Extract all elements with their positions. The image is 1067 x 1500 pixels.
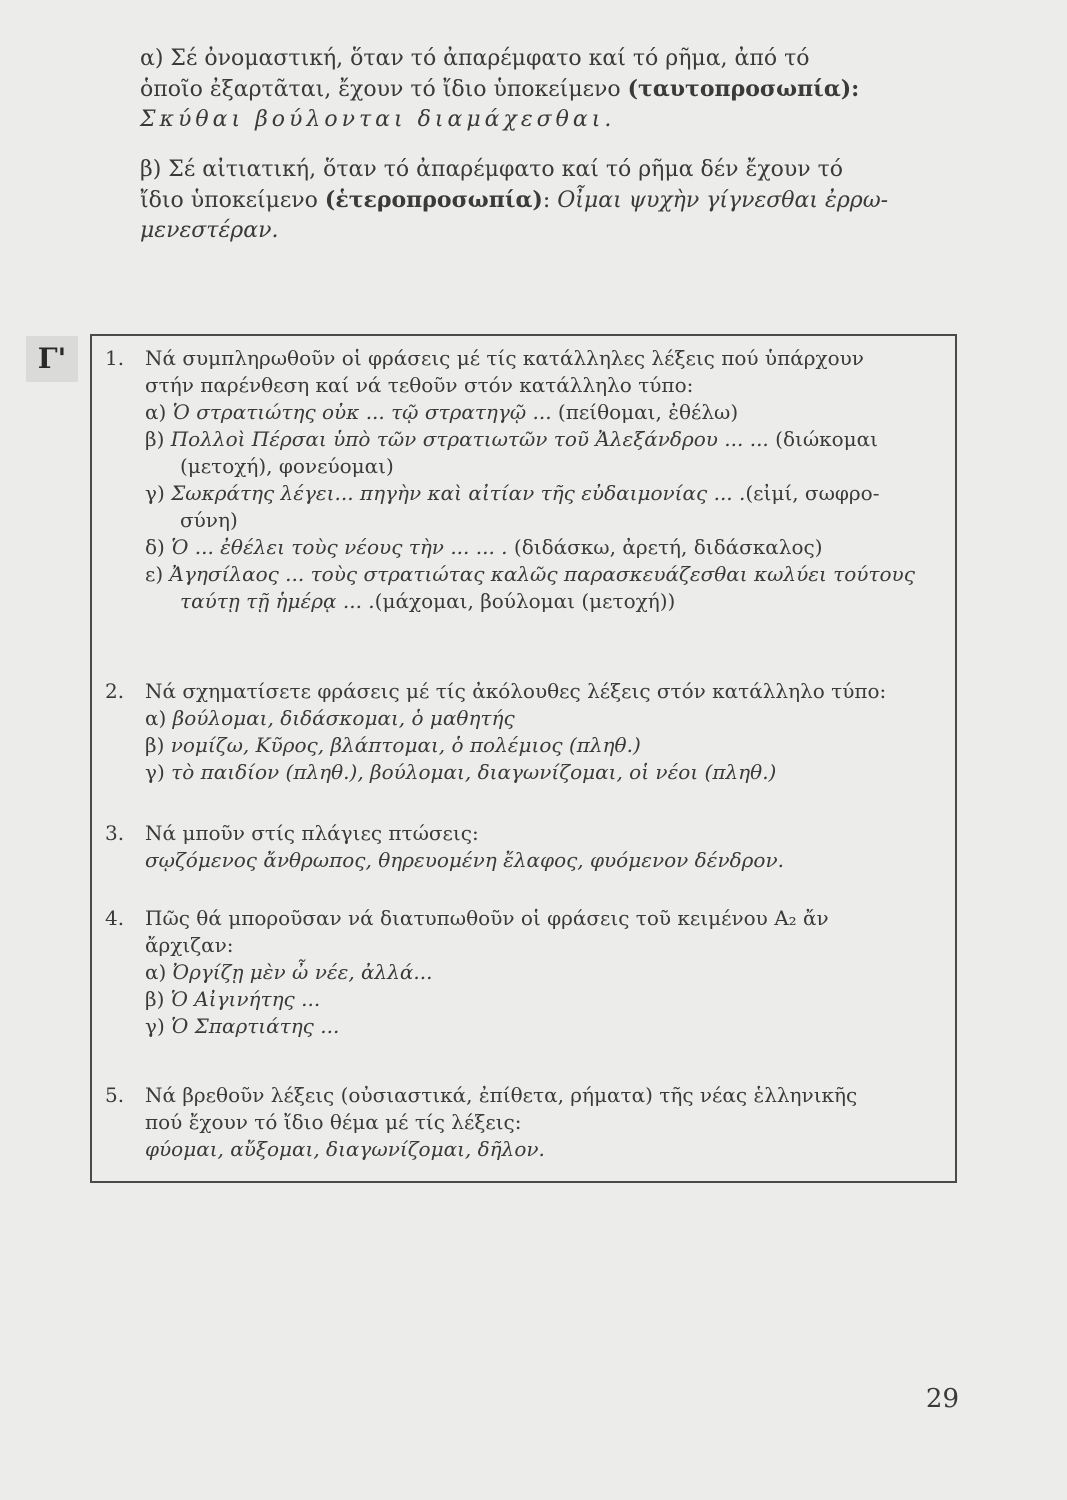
item-c — [105, 1013, 955, 1040]
text-run: Νά βρεθοῦν λέξεις (οὐσιαστικά, ἐπίθετα, ρήματα) τῆς νέας ἑλληνικῆς — [145, 1083, 858, 1107]
item-text: Ὀργίζῃ μὲν ὦ νέε, ἀλλά... — [172, 960, 433, 984]
text-line — [105, 678, 955, 705]
item-a — [105, 399, 955, 426]
item-text: Ὁ στρατιώτης οὐκ ... τῷ στρατηγῷ ... — [172, 400, 552, 424]
item-text: σῳζόμενος ἄνθρωπος, θηρευομένη ἔλαφος, φυόμενον δένδρον. — [145, 848, 784, 872]
text-run: Πῶς θά μποροῦσαν νά διατυπωθοῦν οἱ φράσεις τοῦ κειμένου A₂ ἄν — [145, 906, 829, 930]
text-line: στήν παρένθεση καί νά τεθοῦν στόν κατάλληλο τύπο: — [145, 373, 694, 397]
item-hint: (μετοχή), φονεύομαι) — [180, 454, 394, 478]
item-text: Ὁ Αἰγινήτης ... — [170, 987, 321, 1011]
term-eteroprosopia: (ἑτεροπροσωπία) — [324, 187, 543, 213]
exercise-5 — [105, 1082, 955, 1163]
text-run: Νά σχηματίσετε φράσεις μέ τίς ἀκόλουθες λέξεις στόν κατάλληλο τύπο: — [145, 679, 887, 703]
intro-paragraph-a — [140, 44, 960, 135]
item-label: β) — [145, 733, 171, 757]
item-hint: (πείθομαι, ἐθέλω) — [551, 400, 739, 424]
item-e-cont — [105, 588, 955, 615]
exercise-number: 1. — [105, 346, 125, 370]
intro-text — [140, 44, 960, 266]
item-d — [105, 534, 955, 561]
item-c — [105, 759, 955, 786]
item-b-cont — [105, 453, 955, 480]
exercise-number: 5. — [105, 1083, 125, 1107]
text-line — [105, 820, 955, 847]
item-text: τὸ παιδίον (πληθ.), βούλομαι, διαγωνίζομαι, οἱ νέοι (πληθ.) — [171, 760, 777, 784]
exercise-4 — [105, 905, 955, 1040]
item-text: Πολλοὶ Πέρσαι ὑπὸ τῶν στρατιωτῶν τοῦ Ἀλεξάνδρου ... ... — [170, 427, 769, 451]
example-sentence: Σκύθαι βούλονται διαμάχεσθαι. — [140, 107, 616, 132]
text-line — [105, 1082, 955, 1109]
section-label: Γ' — [26, 336, 78, 382]
item-b — [105, 732, 955, 759]
text-line: α) Σέ ὀνομαστική, ὅταν τό ἀπαρέμφατο καί τό ρῆμα, ἀπό τό — [140, 46, 810, 71]
item-e — [105, 561, 955, 588]
item-text: ταύτῃ τῇ ἡμέρᾳ ... . — [180, 589, 375, 613]
item-a — [105, 959, 955, 986]
item-hint: σύνη) — [180, 508, 238, 532]
exercise-number: 2. — [105, 679, 125, 703]
intro-paragraph-b — [140, 155, 960, 246]
item-b — [105, 986, 955, 1013]
item-label: γ) — [145, 1014, 172, 1038]
item-hint: (διώκομαι — [768, 427, 879, 451]
item-text: φύομαι, αὔξομαι, διαγωνίζομαι, δῆλον. — [145, 1137, 545, 1161]
item-c — [105, 480, 955, 507]
item-b — [105, 426, 955, 453]
text-run: Νά συμπληρωθοῦν οἱ φράσεις μέ τίς κατάλληλες λέξεις πού ὑπάρχουν — [145, 346, 864, 370]
item-a — [105, 705, 955, 732]
text-run: : — [542, 188, 558, 213]
item-c-cont — [105, 507, 955, 534]
text-line: β) Σέ αἰτιατική, ὅταν τό ἀπαρέμφατο καί τό ρῆμα δέν ἔχουν τό — [140, 157, 844, 182]
item-label: ε) — [145, 562, 170, 586]
item-label: δ) — [145, 535, 172, 559]
item-label: β) — [145, 427, 171, 451]
item-label: β) — [145, 987, 171, 1011]
item-text: Ὁ ... ἐθέλει τοὺς νέους τὴν ... ... . — [171, 535, 508, 559]
text-line — [105, 345, 955, 372]
text-line: πού ἔχουν τό ἴδιο θέμα μέ τίς λέξεις: — [145, 1110, 522, 1134]
item-text: Σωκράτης λέγει... πηγὴν καὶ αἰτίαν τῆς εὐδαιμονίας ... . — [171, 481, 746, 505]
text-line — [140, 185, 960, 216]
item-label: γ) — [145, 760, 172, 784]
term-tautoprosopia: (ταυτοπροσωπία): — [627, 76, 860, 102]
exercise-1 — [105, 345, 955, 615]
item-text: βούλομαι, διδάσκομαι, ὁ μαθητής — [172, 706, 515, 730]
item-label: γ) — [145, 481, 172, 505]
item-text: Ἀγησίλαος ... τοὺς στρατιώτας καλῶς παρασκευάζεσθαι κωλύει τούτους — [169, 562, 915, 586]
text-line — [105, 905, 955, 932]
text-run: Νά μποῦν στίς πλάγιες πτώσεις: — [145, 821, 479, 845]
item-label: α) — [145, 706, 173, 730]
page-number: 29 — [925, 1384, 959, 1414]
exercise-3 — [105, 820, 955, 874]
text-line — [140, 74, 960, 105]
example-sentence: Οἶμαι ψυχὴν γίγνεσθαι ἐρρω- — [557, 188, 889, 213]
item-text: νομίζω, Κῦρος, βλάπτομαι, ὁ πολέμιος (πληθ.) — [170, 733, 641, 757]
exercise-number: 3. — [105, 821, 125, 845]
item-label: α) — [145, 960, 173, 984]
text-run: ἴδιο ὑποκείμενο — [140, 188, 325, 213]
example-sentence-cont: μενεστέραν. — [140, 218, 279, 243]
item-label: α) — [145, 400, 173, 424]
text-line: ἄρχιζαν: — [145, 933, 234, 957]
item-hint: (διδάσκω, ἀρετή, διδάσκαλος) — [507, 535, 823, 559]
item-hint: (μάχομαι, βούλομαι (μετοχή)) — [374, 589, 676, 613]
exercise-number: 4. — [105, 906, 125, 930]
item-hint: (εἰμί, σωφρο- — [745, 481, 880, 505]
item-text: Ὁ Σπαρτιάτης ... — [171, 1014, 340, 1038]
text-run: ὁποῖο ἐξαρτᾶται, ἔχουν τό ἴδιο ὑποκείμενο — [140, 77, 628, 102]
exercise-2 — [105, 678, 955, 786]
